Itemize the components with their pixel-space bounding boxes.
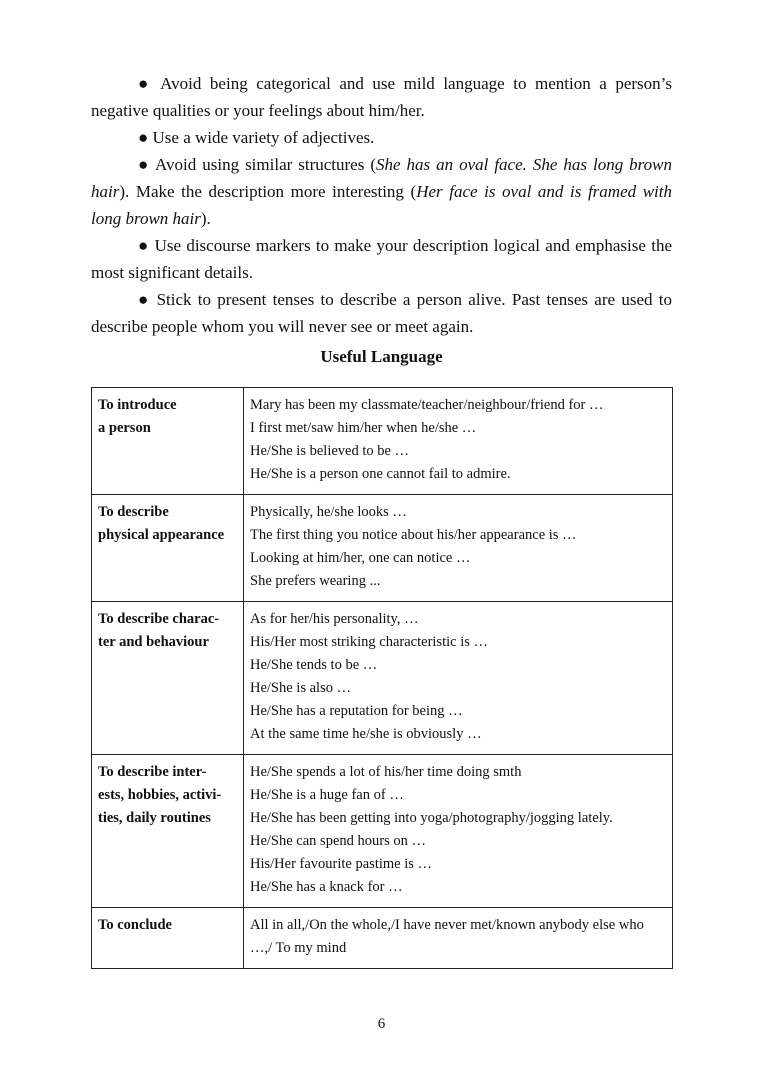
phrase: He/She is a huge fan of … bbox=[250, 787, 404, 803]
phrase: He/She has a reputation for being … bbox=[250, 703, 463, 719]
phrase: He/She can spend hours on … bbox=[250, 833, 426, 849]
paragraph-text: ● Use a wide variety of adjectives. bbox=[138, 128, 375, 147]
phrase: He/She is believed to be … bbox=[250, 443, 410, 459]
guideline-paragraph bbox=[91, 124, 672, 151]
phrases-cell bbox=[244, 755, 673, 908]
heading-line: physical appearance bbox=[98, 527, 225, 543]
heading-line: ties, daily routines bbox=[98, 810, 211, 826]
useful-language-table bbox=[91, 387, 673, 969]
paragraph-text: ). bbox=[200, 209, 211, 228]
paragraph-text: ● Use discourse markers to make your description logical and emphasise the most significant details. bbox=[91, 236, 672, 282]
heading-line: To conclude bbox=[98, 917, 172, 933]
table-row bbox=[92, 602, 673, 755]
phrase: His/Her most striking characteristic is … bbox=[250, 634, 488, 650]
phrase: As for her/his personality, … bbox=[250, 611, 419, 627]
table-row bbox=[92, 388, 673, 495]
heading-line: To describe charac- bbox=[98, 611, 220, 627]
phrases-cell bbox=[244, 602, 673, 755]
phrase: Mary has been my classmate/teacher/neighbour/friend for … bbox=[250, 397, 604, 413]
phrase: Physically, he/she looks … bbox=[250, 504, 407, 520]
heading-line: To introduce bbox=[98, 397, 177, 413]
table-row bbox=[92, 755, 673, 908]
phrase: All in all,/On the whole,/I have never met/known anybody else who …,/ To my mind bbox=[250, 917, 644, 956]
heading-line: ests, hobbies, activi- bbox=[98, 787, 222, 803]
phrase: His/Her favourite pastime is … bbox=[250, 856, 433, 872]
guidelines-text bbox=[91, 70, 672, 340]
heading-line: To describe inter- bbox=[98, 764, 207, 780]
guideline-paragraph bbox=[91, 70, 672, 124]
phrases-cell bbox=[244, 388, 673, 495]
phrase: He/She has been getting into yoga/photography/jogging lately. bbox=[250, 810, 613, 826]
table-row bbox=[92, 495, 673, 602]
phrases-cell bbox=[244, 495, 673, 602]
row-heading bbox=[92, 602, 244, 755]
phrase: She prefers wearing ... bbox=[250, 573, 381, 589]
row-heading bbox=[92, 495, 244, 602]
paragraph-text: ● Avoid using similar structures ( bbox=[138, 155, 376, 174]
paragraph-text: ● Avoid being categorical and use mild language to mention a person’s negative qualities or your feelings about him/her. bbox=[91, 74, 672, 120]
guideline-paragraph bbox=[91, 232, 672, 286]
paragraph-text: ● Stick to present tenses to describe a person alive. Past tenses are used to describe people whom you will never see or meet again. bbox=[91, 290, 672, 336]
guideline-paragraph bbox=[91, 151, 672, 232]
example-text: Her face is oval and is framed with long brown hair bbox=[91, 182, 672, 228]
row-heading bbox=[92, 388, 244, 495]
table-row bbox=[92, 908, 673, 969]
phrases-cell bbox=[244, 908, 673, 969]
phrase: He/She is a person one cannot fail to admire. bbox=[250, 466, 511, 482]
phrase: He/She spends a lot of his/her time doing smth bbox=[250, 764, 522, 780]
phrase: He/She has a knack for … bbox=[250, 879, 403, 895]
paragraph-text: ). Make the description more interesting ( bbox=[119, 182, 417, 201]
heading-line: To describe bbox=[98, 504, 169, 520]
page-number: 6 bbox=[377, 1016, 386, 1032]
phrase: At the same time he/she is obviously … bbox=[250, 726, 482, 742]
row-heading bbox=[92, 755, 244, 908]
row-heading bbox=[92, 908, 244, 969]
guideline-paragraph bbox=[91, 286, 672, 340]
phrase: Looking at him/her, one can notice … bbox=[250, 550, 471, 566]
section-title: Useful Language bbox=[320, 347, 443, 366]
heading-line: a person bbox=[98, 420, 151, 436]
example-text: She has an oval face. She has long brown hair bbox=[91, 155, 672, 201]
phrase: I first met/saw him/her when he/she … bbox=[250, 420, 477, 436]
phrase: He/She is also … bbox=[250, 680, 352, 696]
heading-line: ter and behaviour bbox=[98, 634, 209, 650]
phrase: The first thing you notice about his/her appearance is … bbox=[250, 527, 577, 543]
phrase: He/She tends to be … bbox=[250, 657, 378, 673]
